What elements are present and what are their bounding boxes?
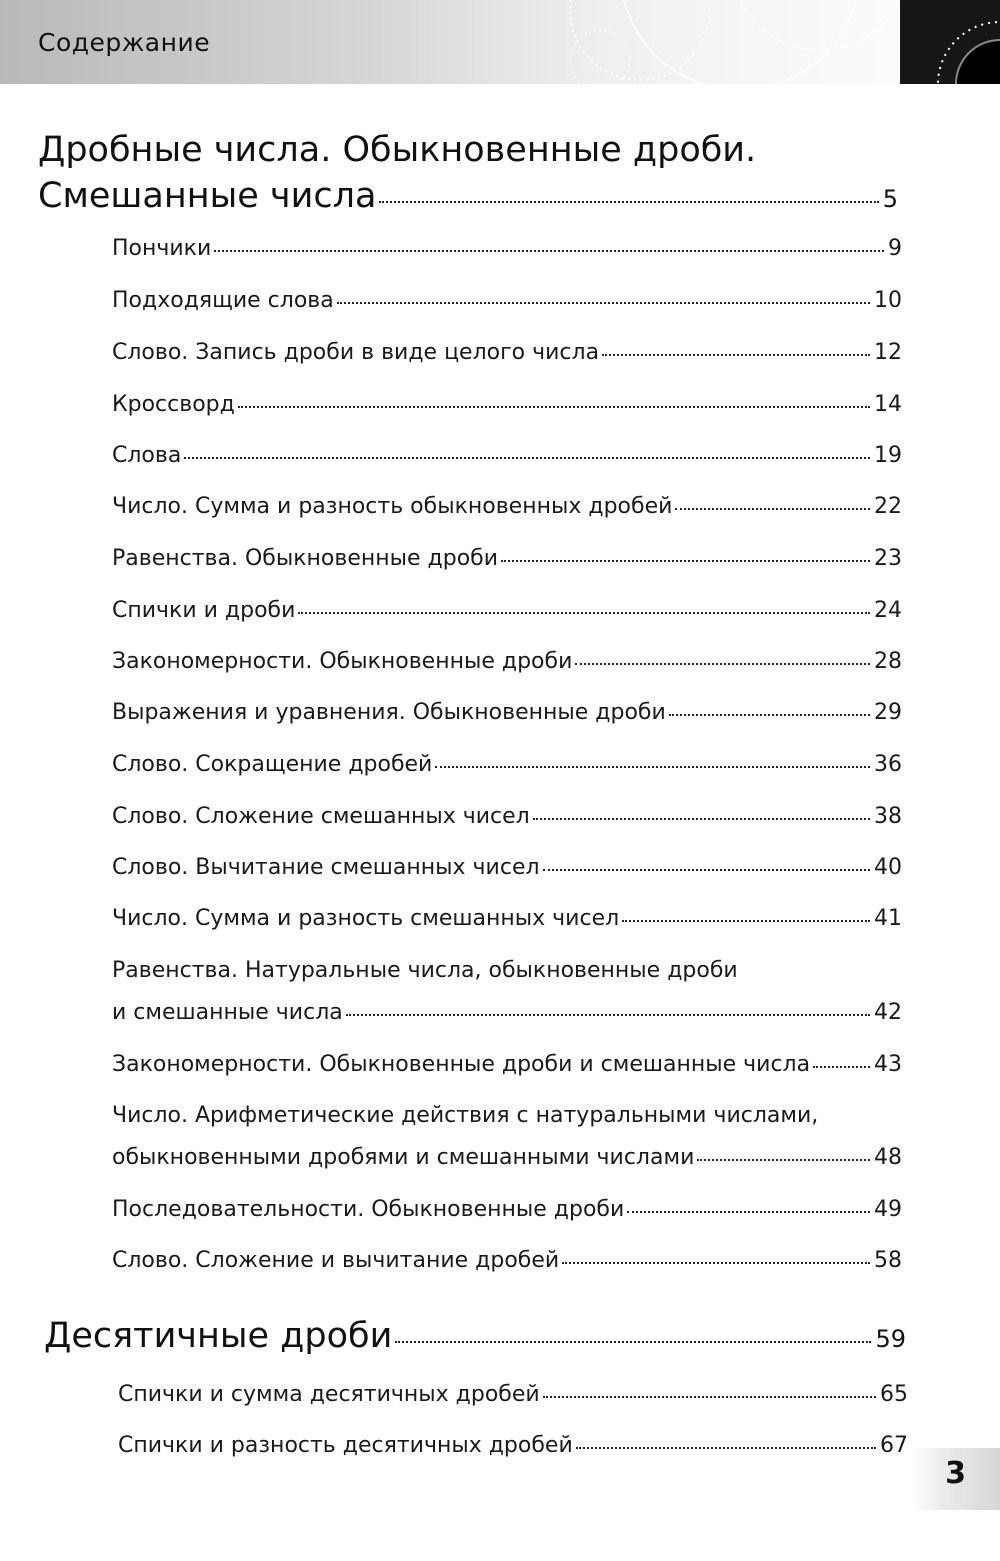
page-ref: 67	[880, 1433, 908, 1458]
entry-title: Выражения и уравнения. Обыкновенные дроби	[112, 700, 666, 725]
entry-title: Слово. Сложение и вычитание дробей	[112, 1248, 560, 1273]
page-ref: 58	[874, 1248, 902, 1273]
dot-leader	[435, 766, 870, 768]
page-ref: 5	[882, 185, 898, 213]
entry-title: Слово. Сложение смешанных чисел	[112, 804, 530, 829]
dot-leader	[214, 250, 884, 252]
toc-entry[interactable]	[118, 1433, 908, 1458]
section-title-line: Дробные числа. Обыкновенные дроби.	[38, 130, 757, 170]
toc-entry[interactable]	[112, 598, 902, 623]
entry-title: Слова	[112, 443, 182, 468]
dot-leader	[379, 201, 878, 203]
dot-leader	[238, 406, 870, 408]
page-ref: 65	[880, 1382, 908, 1407]
page-ref: 59	[875, 1325, 906, 1353]
toc-entry[interactable]	[112, 494, 902, 519]
section-title-line: Десятичные дроби	[44, 1316, 393, 1356]
page-ref: 41	[874, 906, 902, 931]
dot-leader	[543, 1396, 876, 1398]
page-ref: 49	[874, 1197, 902, 1222]
entry-title: Слово. Запись дроби в виде целого числа	[112, 340, 600, 365]
dot-leader	[543, 869, 870, 871]
page-ref: 10	[874, 288, 902, 313]
toc-entry[interactable]	[112, 906, 902, 931]
page-ref: 43	[874, 1052, 902, 1077]
toc-entry[interactable]	[112, 236, 902, 261]
page-ref: 12	[874, 340, 902, 365]
dot-leader	[575, 663, 870, 665]
entry-title: Спички и разность десятичных дробей	[118, 1433, 573, 1458]
dot-leader	[669, 714, 870, 716]
section-title-line: Смешанные числа	[38, 176, 377, 216]
toc-entry[interactable]	[112, 1248, 902, 1273]
entry-title: Спички и сумма десятичных дробей	[118, 1382, 540, 1407]
toc-entry[interactable]	[112, 288, 902, 313]
section-heading-common-fractions	[38, 130, 898, 216]
page-title: Содержание	[38, 28, 211, 57]
entry-title-line: и смешанные числа	[112, 1000, 343, 1025]
dot-leader	[346, 1014, 870, 1016]
page-ref: 48	[874, 1145, 902, 1170]
entry-title: Закономерности. Обыкновенные дроби	[112, 649, 573, 674]
dot-leader	[533, 818, 870, 820]
toc-entry[interactable]	[112, 546, 902, 571]
entry-title-line: обыкновенными дробями и смешанными числами	[112, 1145, 695, 1170]
toc-entry[interactable]	[112, 443, 902, 468]
entry-title: Слово. Вычитание смешанных чисел	[112, 855, 540, 880]
page-ref: 42	[874, 1000, 902, 1025]
section-heading-decimal-fractions	[44, 1316, 906, 1356]
entry-title-line: Равенства. Натуральные числа, обыкновенные дроби	[112, 958, 738, 983]
entry-title: Подходящие слова	[112, 288, 334, 313]
dot-leader	[395, 1341, 871, 1343]
toc-entry[interactable]	[112, 804, 902, 829]
toc-entry[interactable]	[112, 752, 902, 777]
page-ref: 38	[874, 804, 902, 829]
dot-leader	[337, 302, 870, 304]
page-ref: 29	[874, 700, 902, 725]
dot-leader	[622, 920, 870, 922]
dot-leader	[627, 1211, 870, 1213]
entry-title: Слово. Сокращение дробей	[112, 752, 433, 777]
dot-leader	[697, 1159, 870, 1161]
dot-leader	[576, 1447, 876, 1449]
corner-decoration	[900, 0, 1000, 84]
entry-title: Пончики	[112, 236, 212, 261]
entry-title: Число. Сумма и разность смешанных чисел	[112, 906, 620, 931]
entry-title-line: Число. Арифметические действия с натуральными числами,	[112, 1103, 819, 1128]
entry-title: Равенства. Обыкновенные дроби	[112, 546, 499, 571]
toc-entry-multiline[interactable]	[112, 1103, 902, 1170]
toc-entry-multiline[interactable]	[112, 958, 902, 1025]
page-ref: 19	[874, 443, 902, 468]
page-ref: 24	[874, 598, 902, 623]
toc-entry[interactable]	[112, 649, 902, 674]
page-ref: 23	[874, 546, 902, 571]
page-ref: 14	[874, 392, 902, 417]
entry-title: Спички и дроби	[112, 598, 296, 623]
toc-entry[interactable]	[112, 340, 902, 365]
dot-leader	[184, 457, 870, 459]
dot-leader	[813, 1066, 870, 1068]
toc-entry[interactable]	[112, 700, 902, 725]
entry-title: Кроссворд	[112, 392, 235, 417]
page-number: 3	[945, 1456, 966, 1491]
dot-leader	[675, 508, 870, 510]
entry-title: Число. Сумма и разность обыкновенных дробей	[112, 494, 673, 519]
dot-leader	[602, 354, 870, 356]
toc-entry[interactable]	[118, 1382, 908, 1407]
page-ref: 40	[874, 855, 902, 880]
dot-leader	[298, 612, 870, 614]
dot-leader	[562, 1262, 870, 1264]
toc-entry[interactable]	[112, 1052, 902, 1077]
entry-title: Последовательности. Обыкновенные дроби	[112, 1197, 625, 1222]
toc-entry[interactable]	[112, 1197, 902, 1222]
toc-entry[interactable]	[112, 392, 902, 417]
toc-entry[interactable]	[112, 855, 902, 880]
page-ref: 28	[874, 649, 902, 674]
dot-leader	[501, 560, 870, 562]
page-ref: 22	[874, 494, 902, 519]
page-header	[0, 0, 1000, 84]
page-ref: 9	[888, 236, 902, 261]
entry-title: Закономерности. Обыкновенные дроби и смешанные числа	[112, 1052, 811, 1077]
page-ref: 36	[874, 752, 902, 777]
